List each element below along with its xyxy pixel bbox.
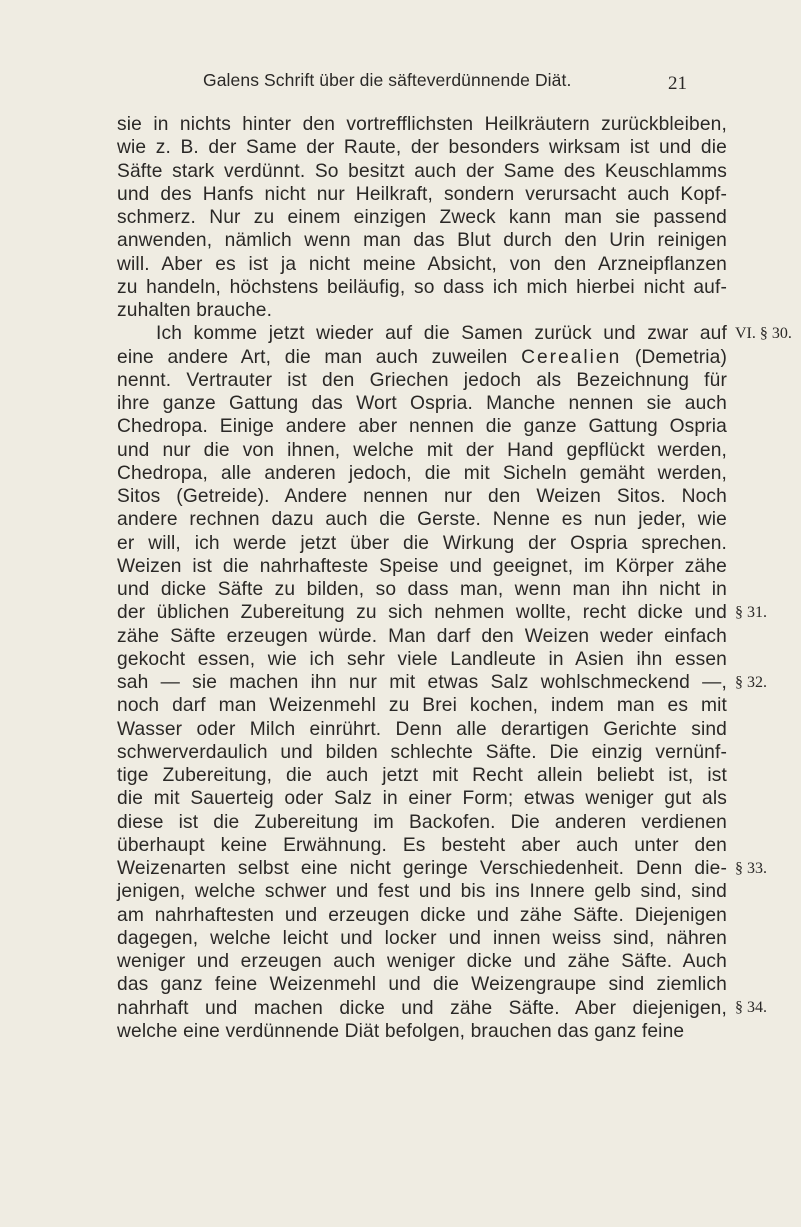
text-line: Weizen ist die nahrhafteste Speise und geeignet, im Körper zähe	[117, 555, 727, 577]
margin-section-note: § 34.	[735, 999, 767, 1016]
text-line: weniger und erzeugen auch weniger dicke und zähe Säfte. Auch	[117, 951, 727, 972]
text-segment: eine andere Art, die man auch zuweilen	[117, 346, 508, 368]
text-line: ihre ganze Gattung das Wort Ospria. Manche nennen sie auch	[117, 393, 727, 414]
text-line: welche eine verdünnende Diät befolgen, brauchen das ganz feine	[117, 1020, 685, 1042]
text-line: die mit Sauerteig oder Salz in einer Form; etwas weniger gut als	[117, 788, 727, 810]
text-line: Säfte stark verdünnt. So besitzt auch der Same des Keuschlamms	[117, 160, 727, 182]
text-line: schwerverdaulich und bilden schlechte Säfte. Die einzig vernünf-	[117, 741, 727, 763]
running-title: Galens Schrift über die säfteverdünnende Diät.	[203, 70, 572, 90]
body-text	[117, 113, 727, 1043]
text-line: Chedropa, alle anderen jedoch, die mit Sicheln gemäht werden,	[117, 462, 727, 484]
text-line: und nur die von ihnen, welche mit der Hand gepflückt werden,	[117, 439, 727, 461]
margin-section-note: § 32.	[735, 674, 767, 691]
text-line: der üblichen Zubereitung zu sich nehmen wollte, recht dicke und	[117, 602, 727, 624]
text-line: noch darf man Weizenmehl zu Brei kochen, indem man es mit	[117, 695, 727, 717]
margin-section-note: § 31.	[735, 604, 767, 621]
text-line: tige Zubereitung, die auch jetzt mit Recht allein beliebt ist, ist	[117, 765, 727, 786]
page-number: 21	[668, 73, 687, 94]
text-line	[117, 346, 727, 369]
text-line: gekocht essen, wie ich sehr viele Landleute in Asien ihn essen	[117, 648, 727, 670]
text-line: Sitos (Getreide). Andere nennen nur den Weizen Sitos. Noch	[117, 486, 727, 507]
text-line: Ich komme jetzt wieder auf die Samen zurück und zwar auf	[156, 323, 727, 345]
text-line: am nahrhaftesten und erzeugen dicke und zähe Säfte. Diejenigen	[117, 904, 727, 926]
text-line: nennt. Vertrauter ist den Griechen jedoch als Bezeichnung für	[117, 369, 727, 391]
text-line: Weizenarten selbst eine nicht geringe Verschiedenheit. Denn die-	[117, 858, 727, 879]
text-line: anwenden, nämlich wenn man das Blut durch den Urin reinigen	[117, 230, 727, 252]
text-line: überhaupt keine Erwähnung. Es besteht aber auch unter den	[117, 834, 727, 856]
text-line: zähe Säfte erzeugen würde. Man darf den Weizen weder einfach	[117, 625, 727, 647]
text-line: wie z. B. der Same der Raute, der besonders wirksam ist und die	[117, 137, 727, 159]
emphasized-term: Cerealien	[521, 346, 622, 368]
text-line: er will, ich werde jetzt über die Wirkung der Ospria sprechen.	[117, 532, 727, 554]
text-line: Wasser oder Milch einrührt. Denn alle derartigen Gerichte sind	[117, 718, 727, 740]
text-line: sie in nichts hinter den vortrefflichsten Heilkräutern zurückbleiben,	[117, 114, 727, 135]
text-line: und dicke Säfte zu bilden, so dass man, wenn man ihn nicht in	[117, 579, 727, 600]
text-line: andere rechnen dazu auch die Gerste. Nenne es nun jeder, wie	[117, 509, 727, 531]
text-line: schmerz. Nur zu einem einzigen Zweck kann man sie passend	[117, 207, 727, 228]
text-line: diese ist die Zubereitung im Backofen. Die anderen verdienen	[117, 811, 727, 833]
text-line: das ganz feine Weizenmehl und die Weizengraupe sind ziemlich	[117, 974, 727, 996]
text-line: zuhalten brauche.	[117, 300, 273, 321]
text-line: jenigen, welche schwer und fest und bis ins Innere gelb sind, sind	[117, 881, 727, 903]
text-line: und des Hanfs nicht nur Heilkraft, sondern verursacht auch Kopf-	[117, 183, 727, 205]
text-line: will. Aber es ist ja nicht meine Absicht, von den Arzneipflanzen	[117, 253, 727, 275]
text-segment: (Demetria)	[634, 346, 728, 368]
margin-section-note: § 33.	[735, 860, 767, 877]
text-line: Chedropa. Einige andere aber nennen die ganze Gattung Ospria	[117, 416, 727, 438]
text-line: sah — sie machen ihn nur mit etwas Salz wohlschmeckend —,	[117, 672, 727, 693]
text-line: zu handeln, höchstens beiläufig, so dass ich mich hierbei nicht auf-	[117, 276, 727, 298]
margin-section-note: VI. § 30.	[735, 325, 792, 342]
text-line: nahrhaft und machen dicke und zähe Säfte. Aber diejenigen,	[117, 997, 727, 1019]
text-line: dagegen, welche leicht und locker und innen weiss sind, nähren	[117, 927, 727, 949]
